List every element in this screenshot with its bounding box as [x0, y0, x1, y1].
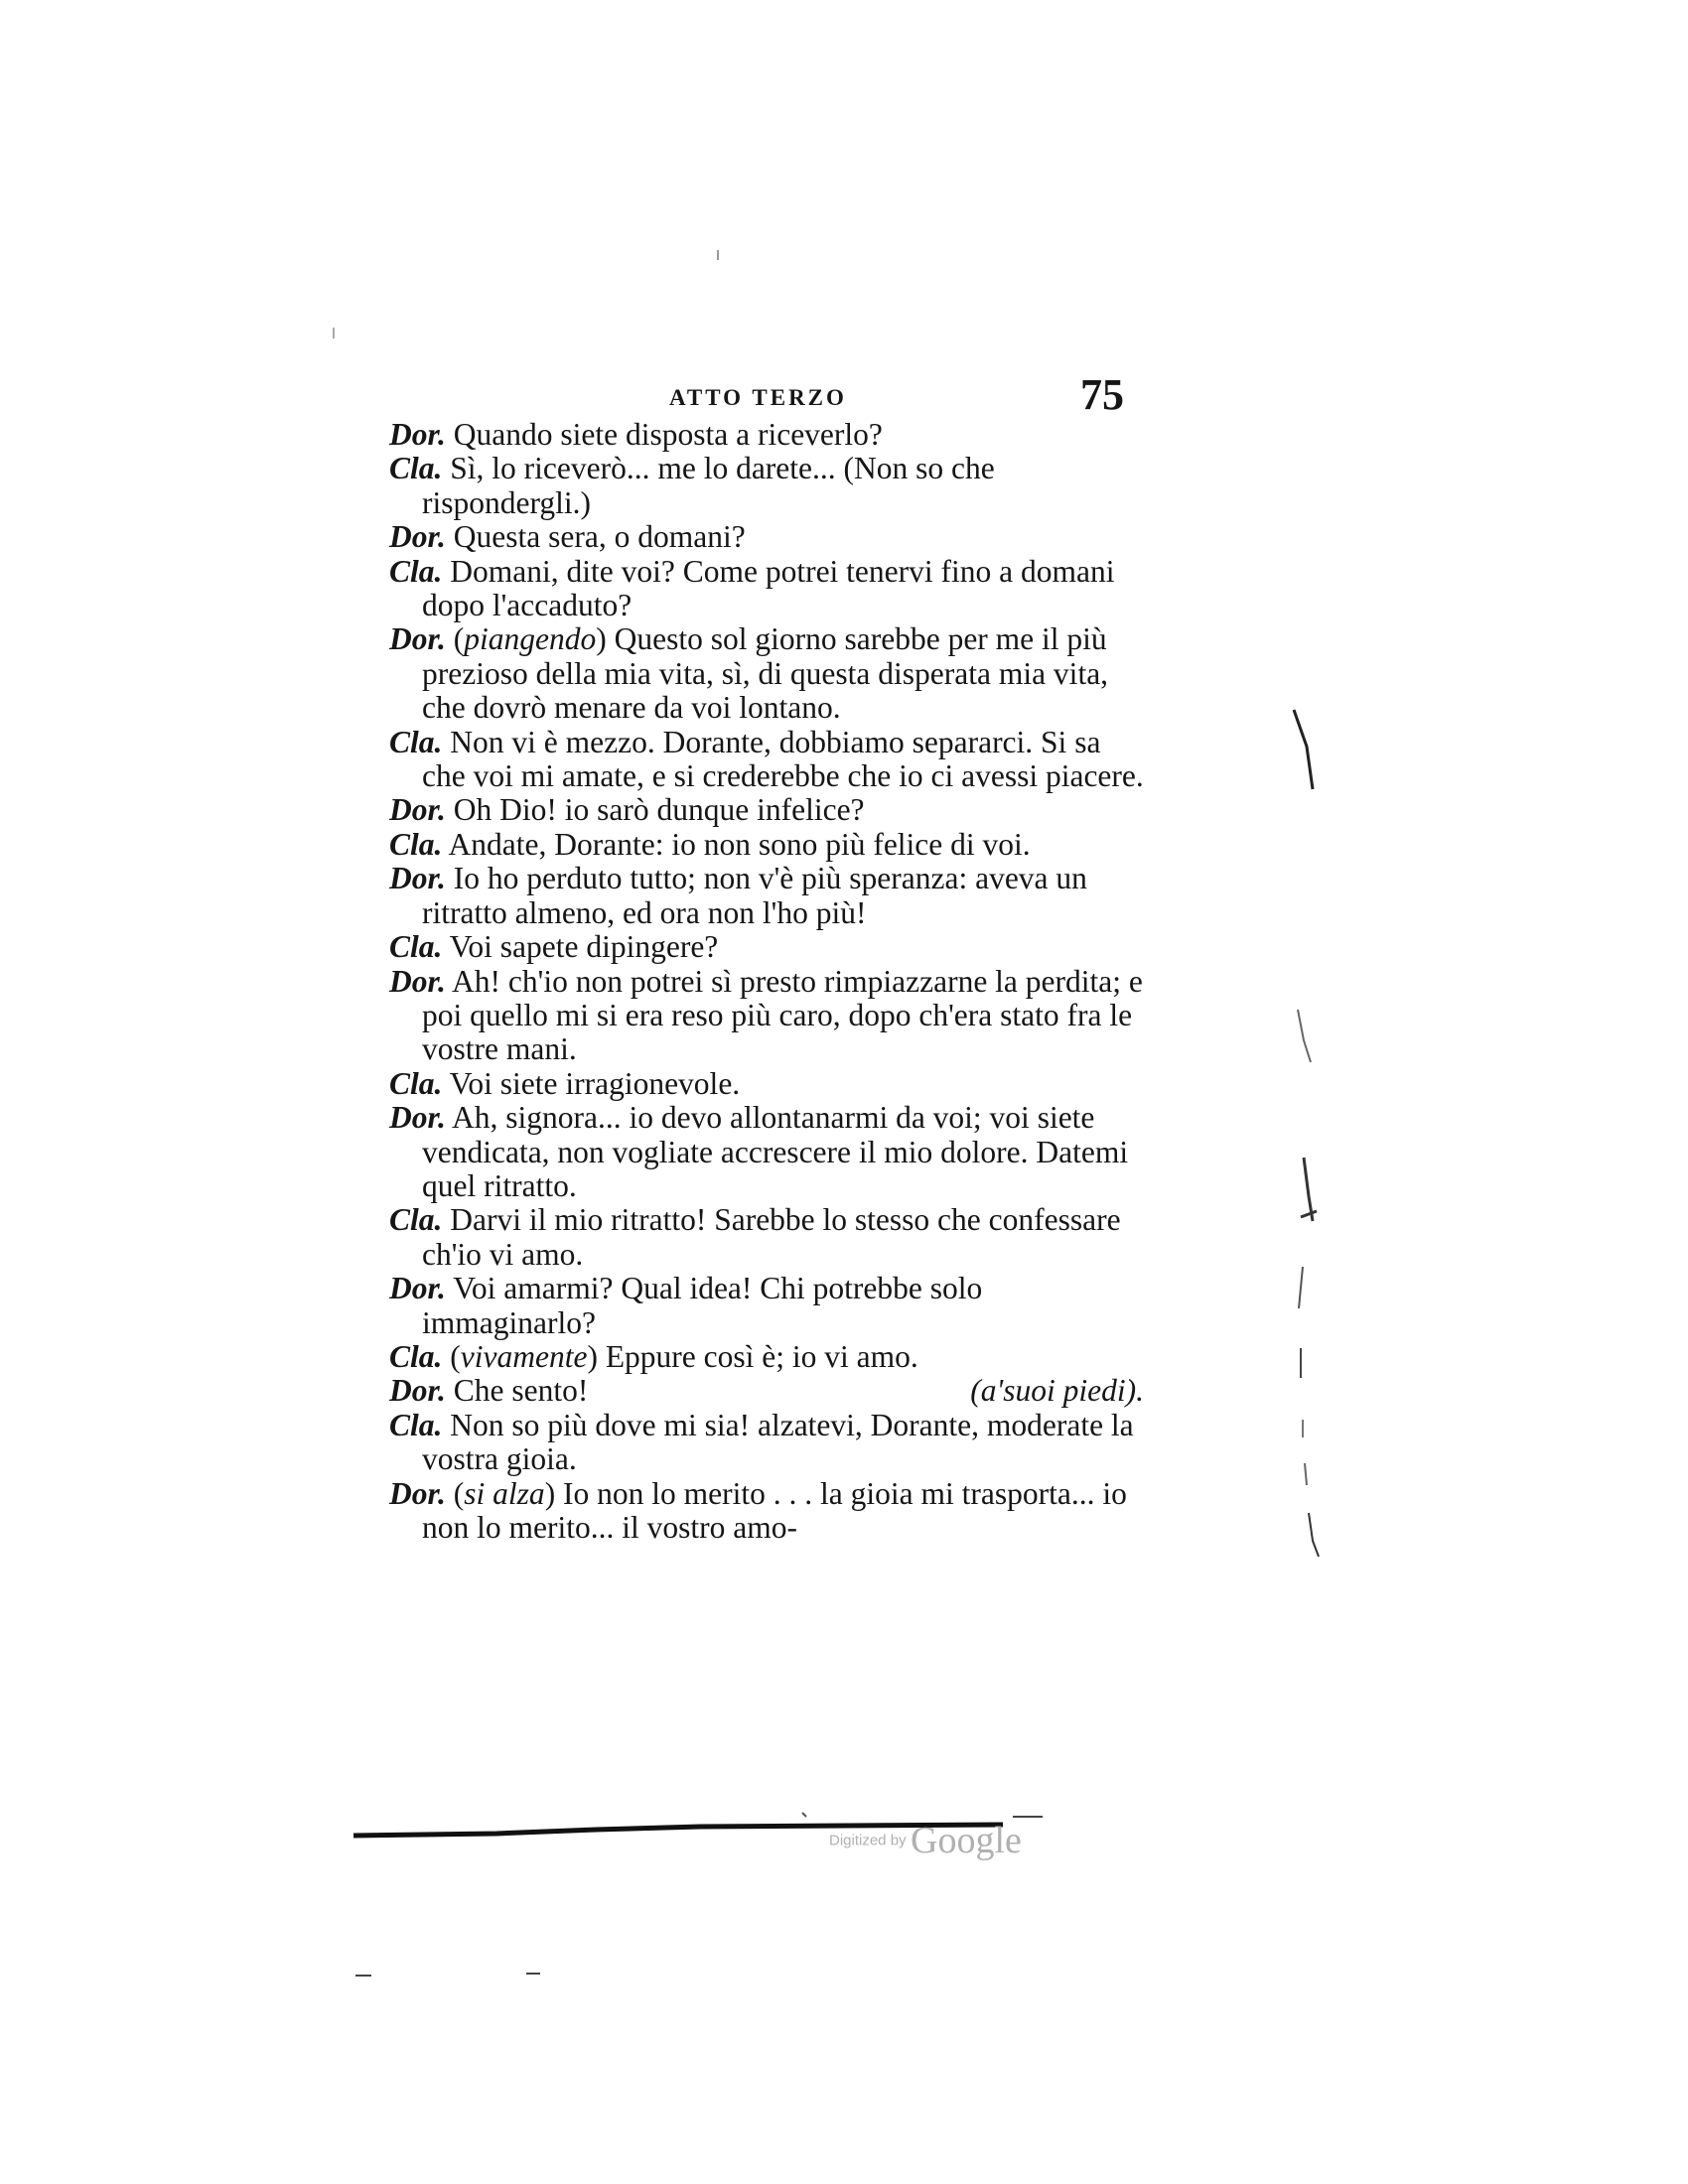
speech-line	[389, 1340, 1144, 1374]
speech-text: Non vi è mezzo. Dorante, dobbiamo separarci. Si sa che voi mi amate, e si crederebbe che io ci avessi piacere.	[422, 724, 1144, 794]
speech-text: Io ho perduto tutto; non v'è più speranza: aveva un ritratto almeno, ed ora non l'ho più!	[422, 861, 1087, 930]
speech-text: Che sento!	[453, 1373, 589, 1409]
speaker-name: Dor.	[389, 519, 446, 555]
speech-text: Andate, Dorante: io non sono più felice di voi.	[448, 826, 1031, 862]
speech-line	[389, 622, 1144, 725]
speaker-name: Cla.	[389, 929, 443, 965]
speech-text: Oh Dio! io sarò dunque infelice?	[453, 792, 865, 828]
speech-text: Domani, dite voi? Come potrei tenervi fino a domani dopo l'accaduto?	[422, 553, 1115, 623]
speech-line	[389, 418, 1144, 452]
speech-line	[389, 1101, 1144, 1203]
speaker-name: Dor.	[389, 1271, 446, 1306]
speech-text: Ah! ch'io non potrei sì presto rimpiazzarne la perdita; e poi quello mi si era reso più caro, dopo ch'era stato fra le vostre mani.	[422, 963, 1143, 1067]
speech-text: Voi amarmi? Qual idea! Chi potrebbe solo immaginarlo?	[422, 1271, 983, 1340]
speech-line	[389, 726, 1144, 794]
speaker-name: Dor.	[389, 1100, 446, 1136]
speaker-name: Cla.	[389, 724, 443, 759]
speaker-name: Dor.	[389, 1475, 446, 1511]
watermark-prefix: Digitized by	[829, 1832, 907, 1849]
speech-line	[389, 555, 1144, 623]
speech-line	[389, 862, 1144, 930]
speech-text: Voi siete irragionevole.	[449, 1065, 741, 1101]
page-number: 75	[1080, 370, 1124, 419]
speech-text: Non so più dove mi sia! alzatevi, Dorante, moderate la vostra gioia.	[422, 1407, 1134, 1477]
speaker-name: Dor.	[389, 417, 446, 452]
speech-text: ) Eppure così è; io vi amo.	[587, 1338, 918, 1374]
speech-text: Ah, signora... io devo allontanarmi da voi; voi siete vendicata, non vogliate accrescere il mio dolore. Datemi quel ritratto.	[422, 1100, 1129, 1203]
speech-line	[389, 1203, 1144, 1272]
speech-text: Quando siete disposta a riceverlo?	[453, 417, 883, 452]
speech-line	[389, 452, 1144, 520]
speech-line	[389, 828, 1144, 862]
speech-line	[389, 1272, 1144, 1340]
speech-text: Questa sera, o domani?	[453, 519, 746, 555]
speech-line	[389, 1067, 1144, 1101]
speaker-name: Dor.	[389, 963, 446, 999]
stage-direction: piangendo	[464, 621, 597, 657]
speech-text: Sì, lo riceverò... me lo darete... (Non so che rispondergli.)	[422, 451, 995, 520]
speaker-name: Dor.	[389, 621, 446, 657]
digitized-by-google-watermark	[829, 1819, 1022, 1862]
speaker-name: Cla.	[389, 553, 443, 589]
speech-line	[389, 1409, 1144, 1477]
speech-line	[389, 520, 1144, 554]
speech-text: Darvi il mio ritratto! Sarebbe lo stesso che confessare ch'io vi amo.	[422, 1202, 1121, 1272]
speech-line	[389, 1374, 1144, 1408]
speaker-name: Dor.	[389, 792, 446, 828]
speaker-name: Cla.	[389, 1407, 443, 1442]
speaker-name: Cla.	[389, 1338, 443, 1374]
speaker-name: Cla.	[389, 826, 443, 862]
running-head: ATTO TERZO	[669, 385, 847, 410]
speech-text: ) Io non lo merito . . . la gioia mi trasporta... io non lo merito... il vostro amo-	[422, 1475, 1127, 1545]
speaker-name: Cla.	[389, 1065, 443, 1101]
speaker-name: Cla.	[389, 451, 443, 486]
stage-direction: (a'suoi piedi).	[970, 1373, 1144, 1409]
google-logo-text: Google	[911, 1820, 1022, 1861]
stage-direction: vivamente	[460, 1338, 588, 1374]
speech-text: (	[453, 1475, 465, 1511]
speech-text: (	[450, 1338, 461, 1374]
speaker-name: Dor.	[389, 861, 446, 896]
speech-text: Voi sapete dipingere?	[449, 929, 719, 965]
speech-text: ) Questo sol giorno sarebbe per me il più prezioso della mia vita, sì, di questa disperata mia vita, che dovrò menare da voi lontano.	[422, 621, 1109, 726]
speech-line	[389, 1477, 1144, 1546]
speech-text: (	[453, 621, 465, 657]
speech-line	[389, 930, 1144, 964]
speaker-name: Cla.	[389, 1202, 443, 1238]
stage-direction: si alza	[464, 1475, 545, 1511]
speech-line	[389, 965, 1144, 1067]
page-header	[387, 369, 1142, 419]
dialogue-text	[389, 418, 1144, 1545]
speech-line	[389, 793, 1144, 827]
speaker-name: Dor.	[389, 1373, 446, 1409]
